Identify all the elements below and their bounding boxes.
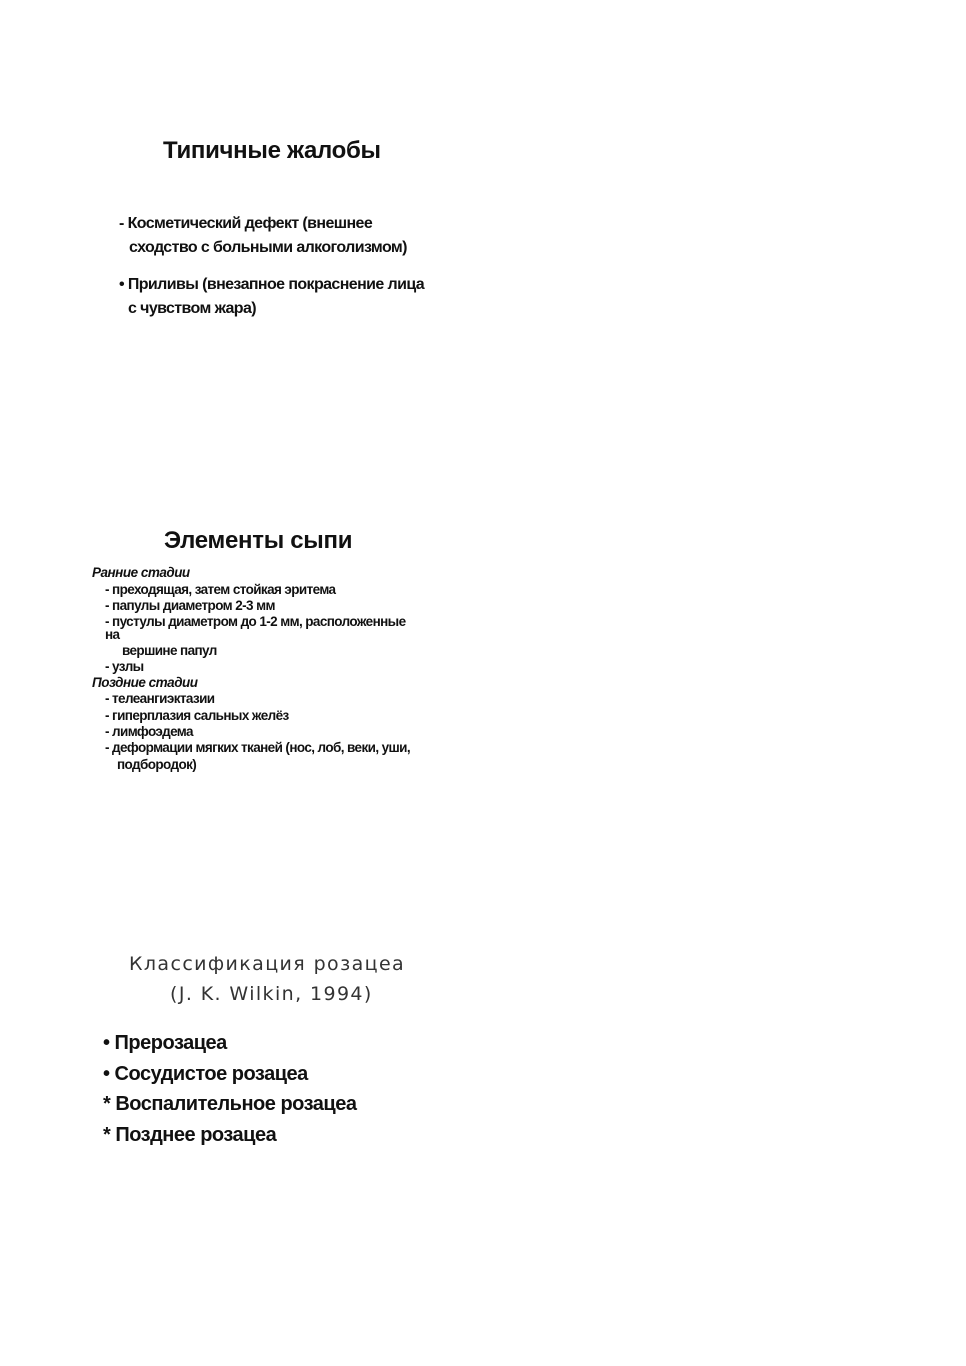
early-stage-item: - преходящая, затем стойкая эритема bbox=[105, 582, 336, 597]
classification-item: • Прерозацеа bbox=[103, 1032, 227, 1054]
classification-title: Классификация розацеа bbox=[129, 953, 406, 975]
late-stage-item: - телеангиэктазии bbox=[105, 691, 215, 706]
late-stage-item-continuation: подбородок) bbox=[117, 757, 197, 772]
late-stage-item: - лимфоэдема bbox=[105, 724, 193, 739]
classification-citation: (J. K. Wilkin, 1994) bbox=[170, 983, 373, 1005]
complaint-item-1-line-1: - Косметический дефект (внешнее bbox=[119, 215, 373, 232]
early-stage-item-wrap: на bbox=[105, 627, 120, 642]
early-stages-heading: Ранние стадии bbox=[92, 565, 190, 580]
late-stage-item: - гиперплазия сальных желёз bbox=[105, 708, 289, 723]
classification-item: * Позднее розацеа bbox=[103, 1124, 277, 1146]
late-stage-item: - деформации мягких тканей (нос, лоб, веки, уши, bbox=[105, 740, 411, 755]
complaint-item-2-line-2: с чувством жара) bbox=[128, 300, 257, 317]
early-stage-item-continuation: вершине папул bbox=[122, 643, 217, 658]
early-stage-item: - папулы диаметром 2-3 мм bbox=[105, 598, 275, 613]
complaint-item-2-line-1: • Приливы (внезапное покраснение лица bbox=[119, 276, 425, 293]
complaints-title: Типичные жалобы bbox=[163, 137, 381, 164]
classification-item: • Сосудистое розацеа bbox=[103, 1063, 308, 1085]
complaint-item-1-line-2: сходство с больными алкоголизмом) bbox=[129, 239, 407, 256]
early-stage-item: - узлы bbox=[105, 659, 144, 674]
early-stage-item: - пустулы диаметром до 1-2 мм, расположенные bbox=[105, 614, 406, 629]
late-stages-heading: Поздние стадии bbox=[92, 675, 198, 690]
classification-item: * Воспалительное розацеа bbox=[103, 1093, 357, 1115]
rash-elements-title: Элементы сыпи bbox=[164, 527, 353, 554]
